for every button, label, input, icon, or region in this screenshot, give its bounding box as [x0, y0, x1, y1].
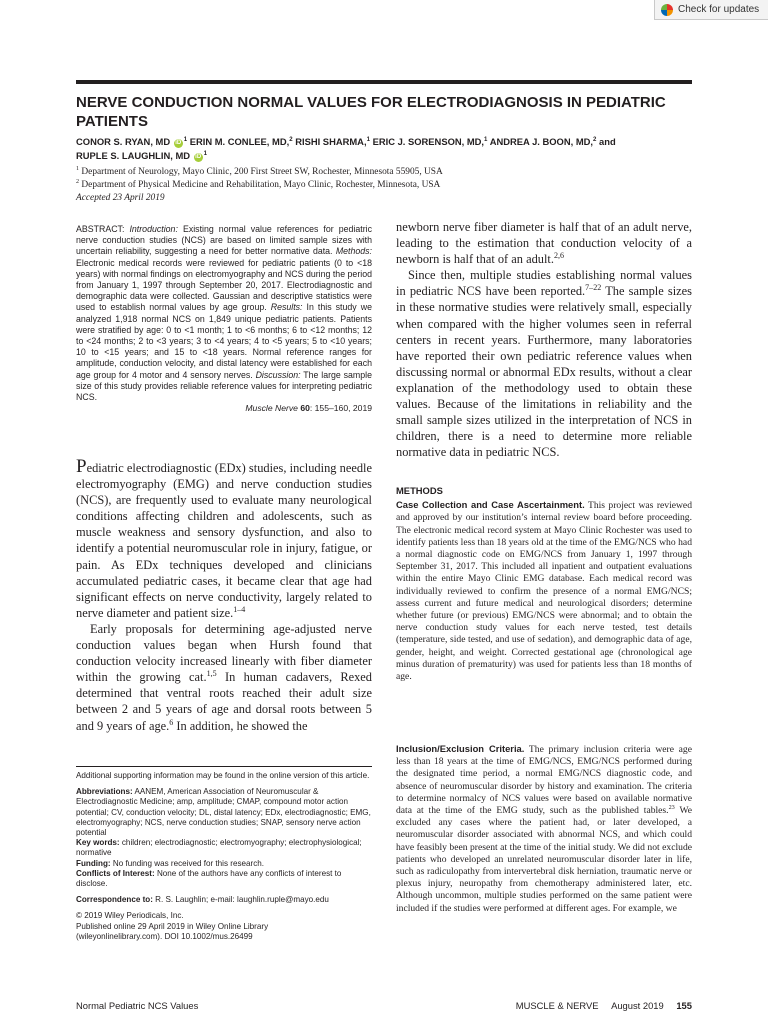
author-affil-sup: 2: [289, 135, 293, 143]
author-list: CONOR S. RYAN, MD $iD^1$ ERIN M. CONLEE, MD,$^2$ RISHI SHARMA,$^1$ ERIC J. SORENSON, MD,$^1$ ANDREA J. BOON, MD,$^2$ and RUPLE S. LAUGHLIN, MD $iD^1$: [76, 135, 616, 161]
crossmark-icon: [661, 4, 673, 16]
methods-section: [396, 485, 692, 683]
author-name: ANDREA J. BOON, MD,: [489, 136, 594, 147]
doi-note[interactable]: (wileyonlinelibrary.com). DOI 10.1002/mus.26499: [76, 931, 253, 941]
orcid-icon[interactable]: iD: [175, 140, 182, 146]
author-affil-sup: 2: [593, 135, 597, 143]
footnote-rule: [76, 766, 372, 767]
abstract-results-text: In this study we analyzed 1,918 normal NCS on 1,849 unique pediatric patients. Patients were stratified by age: 0 to <1 month; 1 to <6 months; 6 to <12 months; 12 to <24 months; 2 to <3 years; 3 to <4 years; 4 to <5 years; 5 to <10 years; 10 to <15 years; and 15 to <18 years. Normal reference ranges for amplitude, conduction velocity, and distal latency were established for each age group for 4 motor and 4 sensory nerves.: [76, 302, 372, 380]
author-name: CONOR S. RYAN, MD: [76, 136, 171, 147]
journal-name: MUSCLE & NERVE: [515, 1000, 599, 1011]
abstract-label: ABSTRACT:: [76, 224, 125, 234]
accepted-date: Accepted 23 April 2019: [76, 193, 165, 203]
abstract-intro-label: Introduction:: [129, 224, 178, 234]
abstract-results-label: Results:: [270, 302, 303, 313]
footer-right: [506, 1000, 692, 1011]
journal-citation: Muscle Nerve 60: 155–160, 2019: [245, 403, 372, 414]
intro-paragraph-1: Pediatric electrodiagnostic (EDx) studies, including needle electromyography (EMG) and nerve conduction studies (NCS), are frequently used to evaluate many neurological conditions affecting children and adolescents, such as muscle weakness and sensory dysfunction, and also to identify a potential neuromuscular role in injury, fatigue, or pain. As EDx techniques developed and clinicians accumulated pediatric cases, it became clear that age had significant effects on nerve conductivity, largely related to nerve diameter and patient size.$^{1-4}$: [76, 456, 372, 620]
running-title: Normal Pediatric NCS Values: [76, 1000, 199, 1011]
methods-paragraph-1: Case Collection and Case Ascertainment. This project was reviewed and approved by our institution’s internal review board before proceeding. The electronic medical record system at Mayo Clinic Rochester was used to identify patients less than 18 years old at the time of the EMG/NCS who had a normal diagnostic code on EMG/NCS from January 1, 1997 through September 31, 2017. This included all inpatient and outpatient evaluations within the entire Mayo Clinic EMG database. Each medical record was individually reviewed to confirm the presence of a normal EMG/NCS; assess current and future medical and neurological disorders; determine whether future (or previous) EMG/NCS were abnormal; and to obtain the nerve conduction study values for each nerve tested, test details (temperature, side tested, and use of sedation), and demographic data of age, gender, height, and weight. Corrected gestational age (chronological age minus duration of prematurity) was used for patients less than 18 months of age.: [396, 499, 692, 683]
subsection-heading: Inclusion/Exclusion Criteria.: [396, 743, 525, 754]
author-name: RUPLE S. LAUGHLIN, MD: [76, 150, 191, 161]
conflicts-note: Conflicts of Interest: None of the authors have any conflicts of interest to disclose.: [76, 868, 342, 889]
abstract-discussion-text: The large sample size of this study provides reliable reference values for interpreting pediatric NCS.: [76, 369, 372, 403]
author-affil-sup: 1: [183, 135, 188, 143]
introduction-continued: [396, 219, 692, 460]
abstract: [76, 224, 372, 414]
copyright-note: © 2019 Wiley Periodicals, Inc.: [76, 911, 184, 921]
abstract-intro-text: Existing normal value references for pediatric nerve conduction studies (NCS) are based on limited sample sizes with uncertain reliability, suggesting a need for better normative data.: [76, 224, 372, 257]
correspondence-note: Correspondence to: R. S. Laughlin; e-mail: laughlin.ruple@mayo.edu: [76, 895, 329, 905]
abstract-methods-label: Methods:: [335, 246, 372, 257]
citation-ref[interactable]: 6: [169, 717, 174, 727]
page-number: 155: [676, 1000, 692, 1011]
author-affil-sup: 1: [366, 135, 370, 143]
drop-cap: P: [76, 456, 87, 477]
funding-note: Funding: No funding was received for this research.: [76, 858, 265, 868]
inclusion-section: [396, 743, 692, 915]
author-affil-sup: 1: [484, 135, 488, 143]
check-for-updates-label: Check for updates: [678, 4, 760, 15]
intro-paragraph-3: newborn nerve fiber diameter is half that of an adult nerve, leading to the estimation that conduction velocity of a newborn is half that of an adult.$^{2,6}$: [396, 220, 692, 267]
intro-paragraph-4: Since then, multiple studies establishing normal values in pediatric NCS have been reported.$^{7-22}$ The sample sizes in these normative studies were relatively small, especially when compared with the higher volumes seen in referral centers in recent years. Furthermore, many laboratories have reported their own pediatric reference values when discussing normal or abnormal EDx results, without a clear explanation of the methodology used to obtain these values. Because of the limitations in reliability and the small sample sizes utilized in the interpretation of NCS in children, there is a need to determine more reliable normative data in pediatric NCS.: [396, 268, 692, 460]
methods-heading: METHODS: [396, 485, 443, 496]
affiliation-1: $^1$ Department of Neurology, Mayo Clinic, 200 First Street SW, Rochester, Minnesota 55905, USA: [76, 165, 443, 177]
subsection-heading: Case Collection and Case Ascertainment.: [396, 499, 585, 511]
abstract-discussion-label: Discussion:: [255, 369, 301, 380]
introduction-body: [76, 456, 373, 734]
issue-date: August 2019: [611, 1000, 664, 1011]
check-for-updates-badge[interactable]: [654, 0, 768, 20]
page-footer: [76, 1000, 692, 1011]
top-rule: [76, 80, 692, 84]
footnotes: [76, 771, 372, 942]
affiliation-2: $^2$ Department of Physical Medicine and Rehabilitation, Mayo Clinic, Rochester, Minnesota, USA: [76, 178, 441, 190]
citation-ref[interactable]: 1–4: [233, 604, 246, 614]
orcid-icon[interactable]: iD: [195, 154, 202, 160]
article-title: NERVE CONDUCTION NORMAL VALUES FOR ELECTRODIAGNOSIS IN PEDIATRIC PATIENTS: [76, 94, 666, 130]
supporting-info-note: Additional supporting information may be found in the online version of this article.: [76, 771, 370, 780]
intro-paragraph-2: Early proposals for determining age-adjusted nerve conduction values began when Hursh found that conduction velocity increased linearly with fiber diameter within the growing cat.$^{1,5}$ In human cadavers, Rexed determined that ventral roots reached their adult size between 2 and 5 years of age and dorsal roots between 5 and 9 years of age.$^6$ In addition, he showed the: [76, 621, 373, 733]
citation-ref[interactable]: 2,6: [553, 251, 565, 261]
abbreviations-note: Abbreviations: AANEM, American Association of Neuromuscular & Electrodiagnostic Medicine; amp, amplitude; CMAP, compound motor action potential; CV, conduction velocity; DL, distal latency; EDx, electrodiagnostic; EMG, electromyography; NCS, nerve conduction studies; SNAP, sensory nerve action potential: [76, 787, 371, 838]
keywords-note: Key words: children; electrodiagnostic; electromyography; electrophysiological; normative: [76, 838, 362, 858]
author-name: RISHI SHARMA,: [295, 136, 367, 147]
author-name: ERIC J. SORENSON, MD,: [372, 136, 485, 147]
methods-paragraph-2: Inclusion/Exclusion Criteria. The primary inclusion criteria were age less than 18 years at the time of EMG/NCS, EMG/NCS performed during the designated time period, a normal EMG/NCS diagnostic code, and absence of neuromuscular disorder by history and examination. The criteria to determine normalcy of NCS values were based on available normative data at the time of the EMG study, such as the published tables.$^{23}$ We excluded any cases where the patient had, or later developed, a neuromuscular disorder associated with abnormal NCS, and which could have feasibly been present at the time of the initial study. We did not exclude patients who developed an unrelated neuromuscular disorder later in life, such as radiculopathy from intervertebral disk herniation, traumatic nerve or plexus injury, neuropathy from chemotherapy administered later, etc. Although uncommon, multiple studies performed on the same patient were included if the studies were performed at different ages. For example, we: [396, 743, 692, 914]
citation-ref[interactable]: 23: [668, 803, 675, 811]
published-note: Published online 29 April 2019 in Wiley Online Library: [76, 921, 269, 931]
abstract-methods-text: Electronic medical records were reviewed for pediatric patients (0 to <18 years) with normal findings on electromyography and NCS during the period from January 1, 1997 through September 20, 2017. Electrodiagnostic and demographic data were collected. Gaussian and descriptive statistics were used to establish normal values by age group.: [76, 257, 372, 313]
author-name: ERIN M. CONLEE, MD,: [189, 136, 290, 147]
citation-ref[interactable]: 1,5: [206, 669, 217, 679]
affiliations: [76, 166, 696, 205]
citation-ref[interactable]: 7–22: [585, 283, 602, 293]
author-affil-sup: 1: [203, 149, 208, 157]
